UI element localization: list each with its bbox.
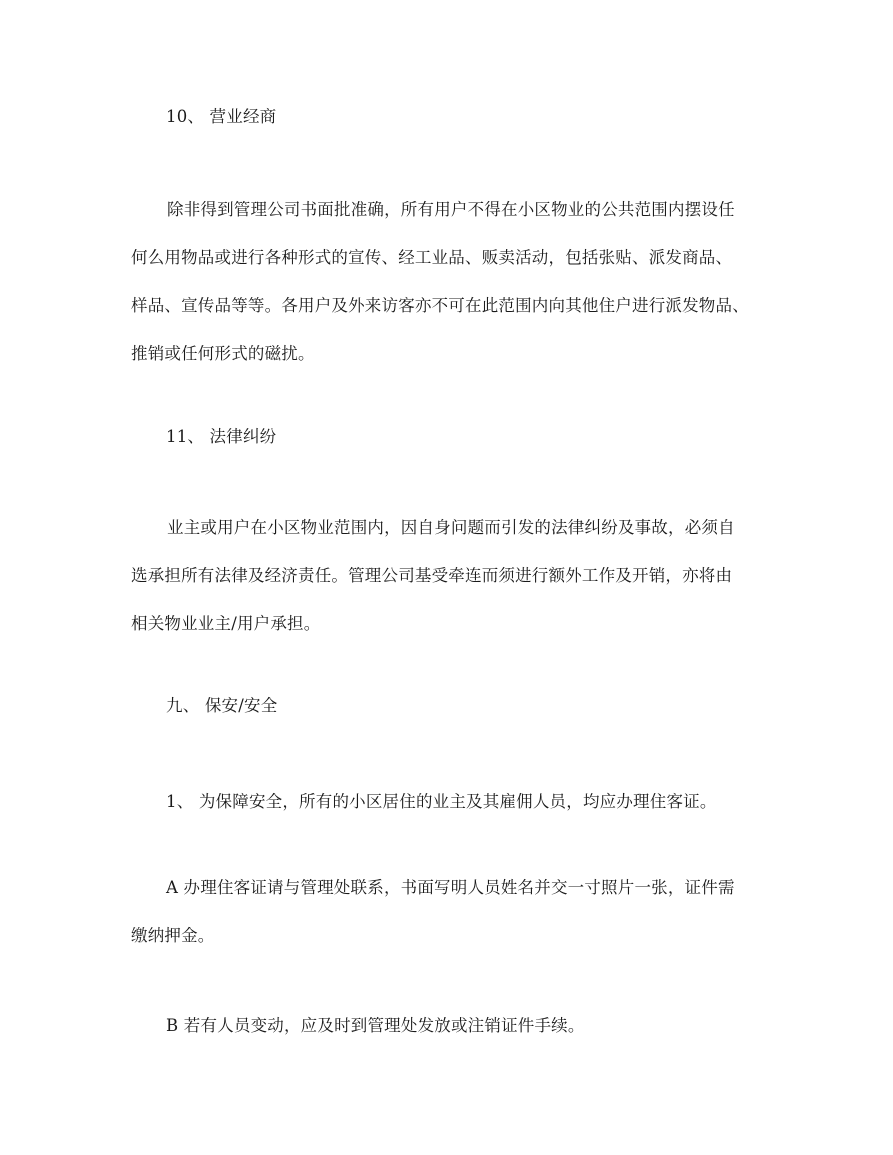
paragraph-line: 何么用物品或进行各种形式的宣传、经工业品、贩卖活动，包括张贴、派发商品、	[131, 248, 733, 267]
paragraph-line: 推销或任何形式的磁扰。	[131, 344, 315, 363]
security-item-1: 1、 为保障安全，所有的小区居住的业主及其雇佣人员，均应办理住客证。	[166, 792, 717, 811]
paragraph-line: 除非得到管理公司书面批准确，所有用户不得在小区物业的公共范围内摆设任	[167, 200, 735, 219]
section-heading-11: 11、 法律纠纷	[166, 427, 277, 446]
security-item-a	[131, 864, 771, 960]
paragraph-business	[131, 186, 771, 378]
paragraph-line: 业主或用户在小区物业范围内，因自身问题而引发的法律纠纷及事故，必须自	[167, 518, 735, 537]
paragraph-legal	[131, 504, 771, 648]
section-heading-10: 10、 营业经商	[166, 107, 277, 126]
security-item-b: B 若有人员变动，应及时到管理处发放或注销证件手续。	[166, 1016, 585, 1035]
paragraph-line: 样品、宣传品等等。各用户及外来访客亦不可在此范围内向其他住户进行派发物品、	[131, 296, 749, 315]
paragraph-line: A 办理住客证请与管理处联系，书面写明人员姓名并交一寸照片一张，证件需	[166, 878, 735, 897]
paragraph-line: 选承担所有法律及经济责任。管理公司基受牵连而须进行额外工作及开销，亦将由	[131, 566, 733, 585]
paragraph-line: 缴纳押金。	[131, 926, 215, 945]
paragraph-line: 相关物业业主/用户承担。	[131, 614, 321, 633]
chapter-heading-security: 九、 保安/安全	[166, 696, 278, 715]
